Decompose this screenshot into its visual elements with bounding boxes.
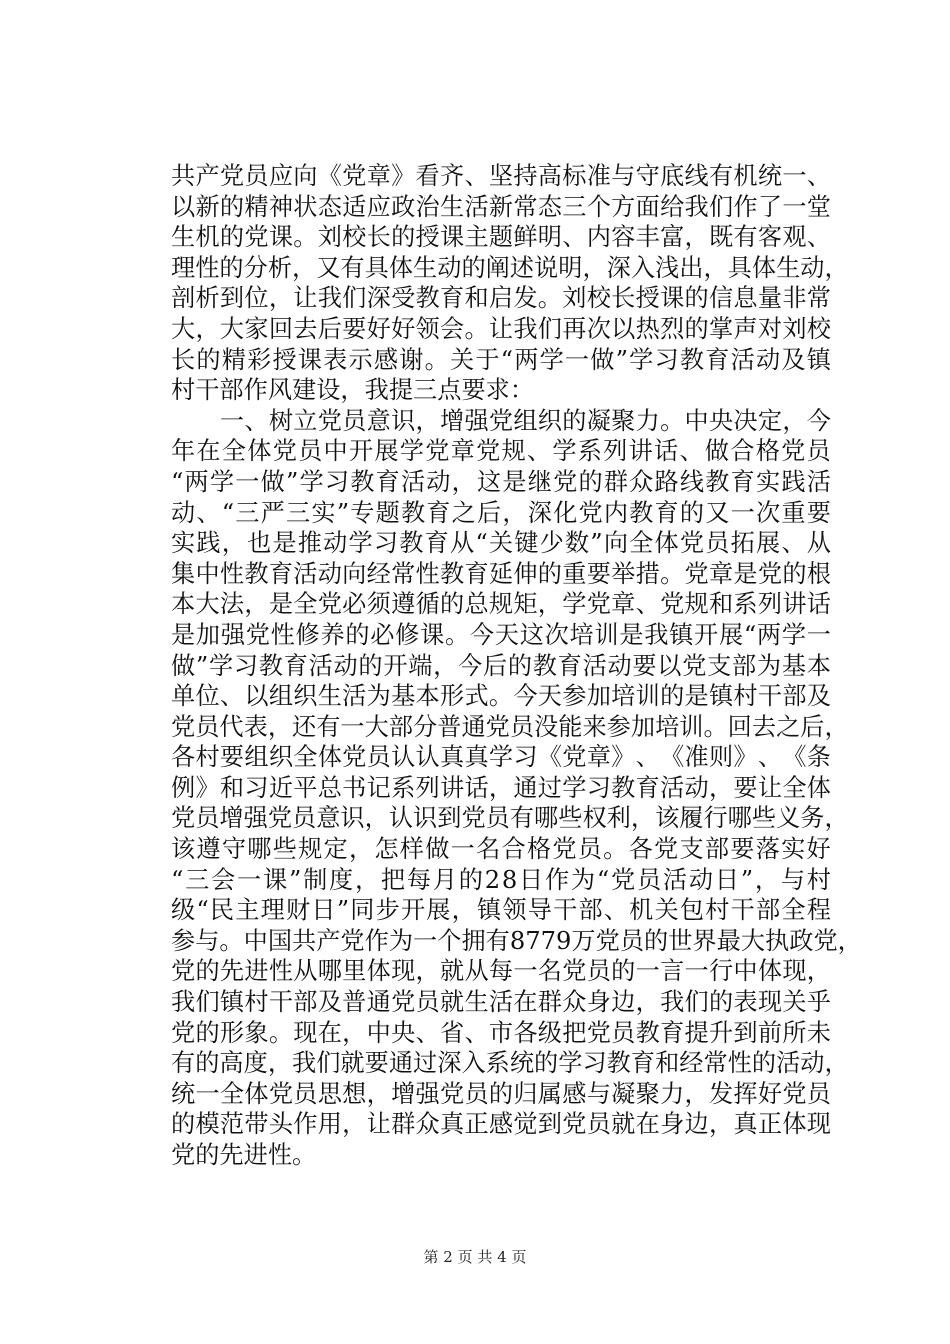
text-line: 年 在 全 体 党 员 中 开 展 学 党 章 党 规 、 学 系 列 讲 话 、 做 合 格 党 员 <box>171 437 831 466</box>
text-line: 理 性 的 分 析 ， 又 有 具 体 生 动 的 阐 述 说 明 ， 深 入 浅 出 ， 具 体 生 动 ， <box>171 253 849 282</box>
text-line: 的 模 范 带 头 作 用 ， 让 群 众 真 正 感 觉 到 党 员 就 在 身 边 ， 真 正 体 现 <box>171 1110 831 1139</box>
text-line: “ 两 学 一 做 ” 学 习 教 育 活 动 ， 这 是 继 党 的 群 众 路 线 教 育 实 践 活 <box>171 467 831 496</box>
text-line: 大 ， 大 家 回 去 后 要 好 好 领 会 。 让 我 们 再 次 以 热 烈 的 掌 声 对 刘 校 <box>171 314 831 343</box>
text-line: 党 的 先 进 性 从 哪 里 体 现 ， 就 从 每 一 名 党 员 的 一 言 一 行 中 体 现 ， <box>171 957 831 986</box>
text-line: “ 三 会 一 课 ” 制 度 ， 把 每 月 的 2 8 日 作 为 “ 党 员 活 动 日 ” ， 与 村 <box>171 865 831 894</box>
text-line: 参 与 。 中 国 共 产 党 作 为 一 个 拥 有 8 7 7 9 万 党 员 的 世 界 最 大 执 政 党 ， <box>171 926 862 955</box>
text-line: 有 的 高 度 ， 我 们 就 要 通 过 深 入 系 统 的 学 习 教 育 和 经 常 性 的 活 动 ， <box>171 1049 849 1078</box>
text-line: 是 加 强 党 性 修 养 的 必 修 课 。 今 天 这 次 培 训 是 我 镇 开 展 “ 两 学 一 <box>171 620 831 649</box>
text-line: 级 “ 民 主 理 财 日 ” 同 步 开 展 ， 镇 领 导 干 部 、 机 关 包 村 干 部 全 程 <box>171 896 831 925</box>
text-line: 党 的 形 象 。 现 在 ， 中 央 、 省 、 市 各 级 把 党 员 教 育 提 升 到 前 所 未 <box>171 1018 831 1047</box>
text-line: 动 、 “ 三 严 三 实 ” 专 题 教 育 之 后 ， 深 化 党 内 教 育 的 又 一 次 重 要 <box>171 498 831 527</box>
text-line: 生 机 的 党 课 。 刘 校 长 的 授 课 主 题 鲜 明 、 内 容 丰 富 ， 既 有 客 观 、 <box>171 223 831 252</box>
text-line: 党 员 代 表 ， 还 有 一 大 部 分 普 通 党 员 没 能 来 参 加 培 训 。 回 去 之 后 ， <box>171 712 849 741</box>
text-line: 党 员 增 强 党 员 意 识 ， 认 识 到 党 员 有 哪 些 权 利 ， 该 履 行 哪 些 义 务 ， <box>171 804 849 833</box>
text-line: 共 产 党 员 应 向 《 党 章 》 看 齐 、 坚 持 高 标 准 与 守 底 线 有 机 统 一 、 <box>171 162 831 190</box>
text-line: 做 ” 学 习 教 育 活 动 的 开 端 ， 今 后 的 教 育 活 动 要 以 党 支 部 为 基 本 <box>171 651 831 680</box>
text-line: 以 新 的 精 神 状 态 适 应 政 治 生 活 新 常 态 三 个 方 面 给 我 们 作 了 一 堂 <box>171 192 831 221</box>
text-line: 党 的 先 进 性 。 <box>171 1141 317 1169</box>
text-line: 长 的 精 彩 授 课 表 示 感 谢 。 关 于 “ 两 学 一 做 ” 学 习 教 育 活 动 及 镇 <box>171 345 831 374</box>
text-line: 各 村 要 组 织 全 体 党 员 认 认 真 真 学 习 《 党 章 》 、 《 准 则 》 、 《 条 <box>171 743 831 772</box>
page-number-footer: 第 2 页 共 4 页 <box>423 1248 527 1266</box>
text-line: 本 大 法 ， 是 全 党 必 须 遵 循 的 总 规 矩 ， 学 党 章 、 党 规 和 系 列 讲 话 <box>171 590 831 619</box>
text-line: 剖 析 到 位 ， 让 我 们 深 受 教 育 和 启 发 。 刘 校 长 授 课 的 信 息 量 非 常 <box>171 284 831 313</box>
text-line: 单 位 、 以 组 织 生 活 为 基 本 形 式 。 今 天 参 加 培 训 的 是 镇 村 干 部 及 <box>171 682 831 711</box>
text-line: 村 干 部 作 风 建 设 ， 我 提 三 点 要 求 ： <box>171 376 535 405</box>
document-body <box>171 161 862 1171</box>
text-line: 该 遵 守 哪 些 规 定 ， 怎 样 做 一 名 合 格 党 员 。 各 党 支 部 要 落 实 好 <box>171 835 831 864</box>
text-line: 例 》 和 习 近 平 总 书 记 系 列 讲 话 ， 通 过 学 习 教 育 活 动 ， 要 让 全 体 <box>171 773 831 802</box>
text-line: 实 践 ， 也 是 推 动 学 习 教 育 从 “ 关 键 少 数 ” 向 全 体 党 员 拓 展 、 从 <box>171 529 831 558</box>
text-line: 我 们 镇 村 干 部 及 普 通 党 员 就 生 活 在 群 众 身 边 ， 我 们 的 表 现 关 乎 <box>171 988 831 1017</box>
text-line: 统 一 全 体 党 员 思 想 ， 增 强 党 员 的 归 属 感 与 凝 聚 力 ， 发 挥 好 党 员 <box>171 1079 831 1108</box>
text-line: 集 中 性 教 育 活 动 向 经 常 性 教 育 延 伸 的 重 要 举 措 。 党 章 是 党 的 根 <box>171 559 831 588</box>
text-line: 一 、 树 立 党 员 意 识 ， 增 强 党 组 织 的 凝 聚 力 。 中 央 决 定 ， 今 <box>219 406 831 435</box>
